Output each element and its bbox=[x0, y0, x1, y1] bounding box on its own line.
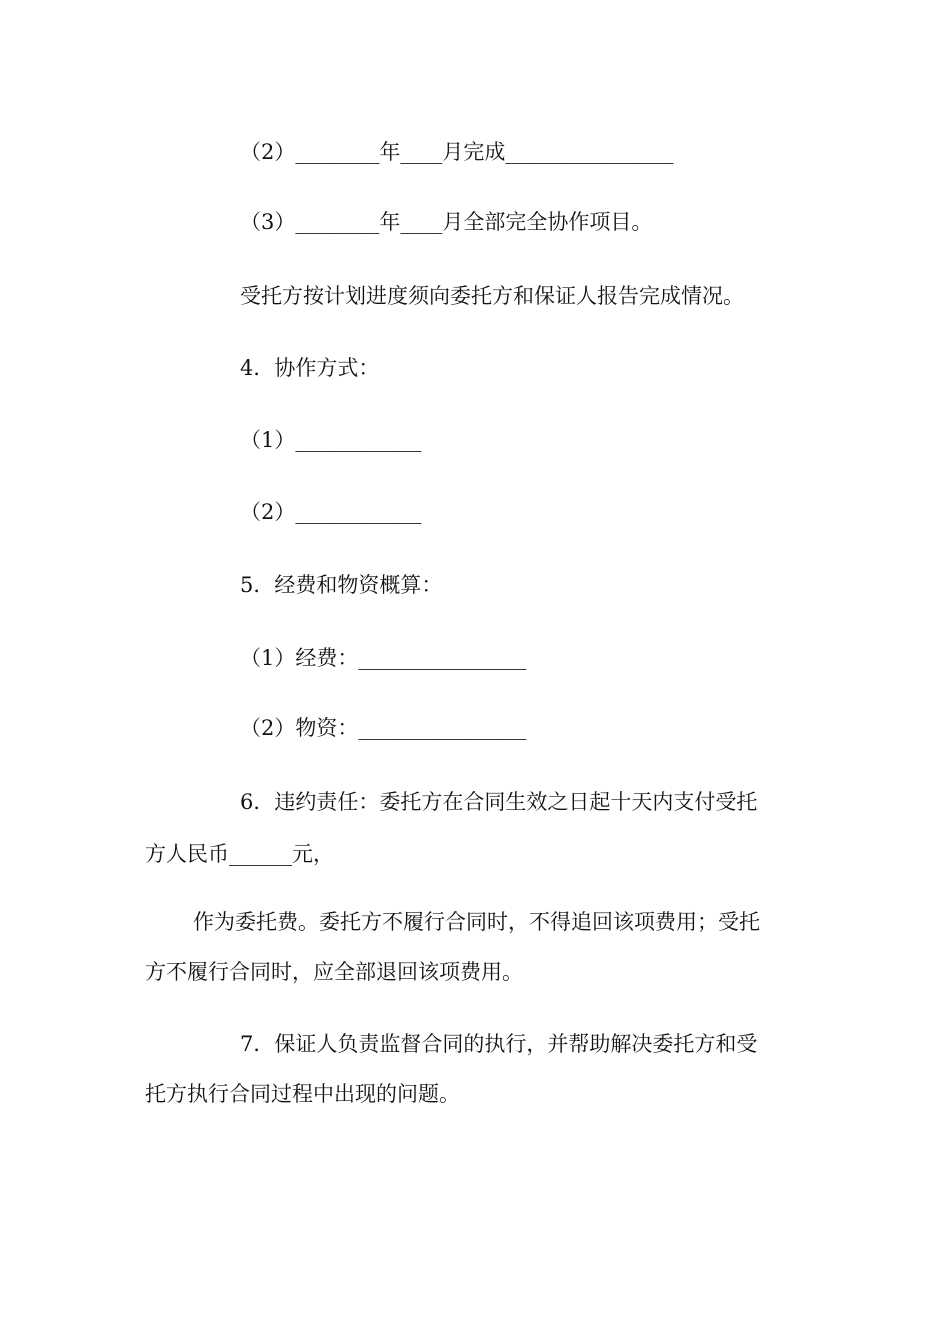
section-6-line-3: 作为委托费。委托方不履行合同时，不得追回该项费用；受托 bbox=[193, 910, 760, 934]
cooperation-method-2: （2）____________ bbox=[240, 500, 422, 524]
section-7-line-2: 托方执行合同过程中出现的问题。 bbox=[145, 1082, 460, 1106]
section-5-heading: 5．经费和物资概算： bbox=[240, 573, 443, 597]
section-4-heading: 4．协作方式： bbox=[240, 356, 380, 380]
cooperation-method-1: （1）____________ bbox=[240, 428, 422, 452]
schedule-item-2: （2）________年____月完成________________ bbox=[240, 140, 674, 164]
section-7-line-1: 7．保证人负责监督合同的执行，并帮助解决委托方和受 bbox=[240, 1032, 758, 1056]
progress-report-clause: 受托方按计划进度须向委托方和保证人报告完成情况。 bbox=[240, 284, 744, 308]
schedule-item-3: （3）________年____月全部完全协作项目。 bbox=[240, 210, 653, 234]
budget-materials: （2）物资：________________ bbox=[240, 716, 527, 740]
budget-funds: （1）经费：________________ bbox=[240, 646, 527, 670]
section-6-line-4: 方不履行合同时，应全部退回该项费用。 bbox=[145, 960, 523, 984]
section-6-line-2: 方人民币______元， bbox=[145, 842, 334, 866]
section-6-line-1: 6．违约责任：委托方在合同生效之日起十天内支付受托 bbox=[240, 790, 758, 814]
